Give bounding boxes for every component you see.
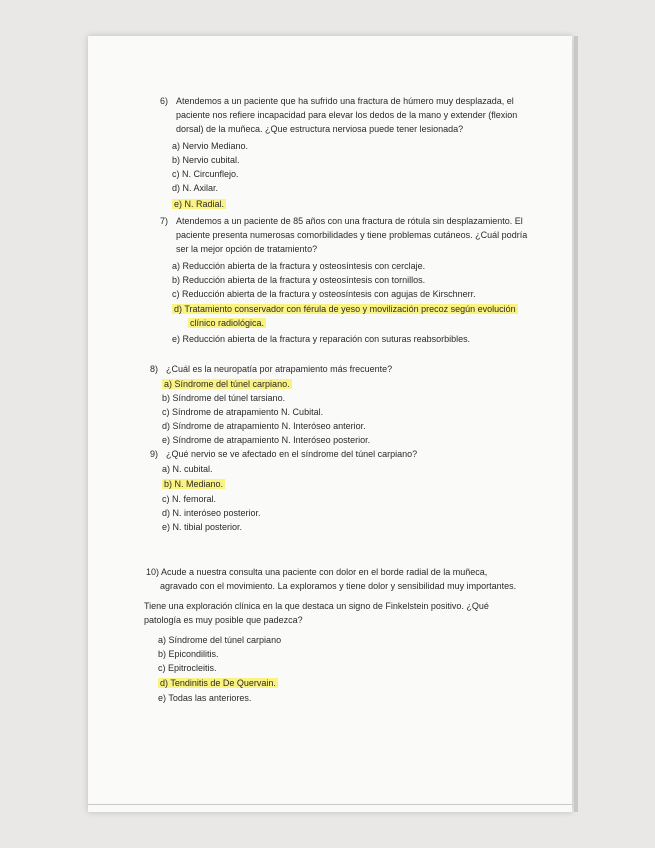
question-7: 7) Atendemos a un paciente de 85 años con una fractura de rótula sin desplazamiento. El: [160, 216, 523, 226]
question-8: 8) ¿Cuál es la neuropatía por atrapamiento más frecuente?: [150, 364, 393, 374]
question-10-line-4: patología es muy posible que padezca?: [144, 615, 303, 625]
highlight: d) Tratamiento conservador con férula de yeso y movilización precoz según evolución: [174, 304, 516, 314]
option-10c: c) Epitrocleitis.: [158, 663, 217, 673]
option-6d: d) N. Axilar.: [172, 183, 219, 193]
question-7-line-3: ser la mejor opción de tratamiento?: [176, 244, 318, 254]
question-6-line-3: dorsal) de la muñeca. ¿Que estructura nerviosa puede tener lesionada?: [176, 124, 464, 134]
question-6-line-2: paciente nos refiere incapacidad para elevar los dedos de la mano y extender (flexion: [176, 110, 518, 120]
question-10-line-3: Tiene una exploración clínica en la que destaca un signo de Finkelstein positivo. ¿Qué: [144, 601, 489, 611]
highlight: a) Síndrome del túnel carpiano.: [164, 379, 290, 389]
option-7b: b) Reducción abierta de la fractura y osteosíntesis con tornillos.: [172, 275, 426, 285]
option-9b-selected: [162, 477, 225, 491]
option-6a: a) Nervio Mediano.: [172, 141, 249, 151]
option-7a: a) Reducción abierta de la fractura y osteosíntesis con cerclaje.: [172, 261, 426, 271]
option-8d: d) Síndrome de atrapamiento N. Interóseo anterior.: [162, 421, 366, 431]
option-7d-selected: [172, 302, 518, 316]
exam-page: [88, 36, 572, 812]
option-7d-continued: [188, 316, 266, 330]
option-10b: b) Epicondilitis.: [158, 649, 219, 659]
question-6: 6) Atendemos a un paciente que ha sufrido una fractura de húmero muy desplazada, el: [160, 96, 514, 106]
question-10-line-2: agravado con el movimiento. La exploramos y tiene dolor y sensibilidad muy importantes.: [160, 581, 517, 591]
option-8b: b) Síndrome del túnel tarsiano.: [162, 393, 286, 403]
question-7-line-2: paciente presenta numerosas comorbilidades y tiene problemas cutáneos. ¿Cuál podría: [176, 230, 528, 240]
option-9e: e) N. tibial posterior.: [162, 522, 243, 532]
option-10e: e) Todas las anteriores.: [158, 693, 252, 703]
option-8a-selected: [162, 377, 292, 391]
question-10: 10) Acude a nuestra consulta una paciente con dolor en el borde radial de la muñeca,: [146, 567, 488, 577]
highlight: b) N. Mediano.: [164, 479, 224, 489]
page-bottom-rule: [88, 804, 572, 805]
option-9d: d) N. interóseo posterior.: [162, 508, 261, 518]
option-6c: c) N. Circunflejo.: [172, 169, 239, 179]
option-6e-selected: [172, 197, 226, 211]
option-9c: c) N. femoral.: [162, 494, 217, 504]
option-10d-selected: [158, 676, 278, 690]
option-8c: c) Síndrome de atrapamiento N. Cubital.: [162, 407, 324, 417]
option-7c: c) Reducción abierta de la fractura y osteosíntesis con agujas de Kirschnerr.: [172, 289, 476, 299]
option-9a: a) N. cubital.: [162, 464, 213, 474]
highlight: d) Tendinitis de De Quervain.: [160, 678, 276, 688]
option-7e: e) Reducción abierta de la fractura y reparación con suturas reabsorbibles.: [172, 334, 471, 344]
highlight: clínico radiológica.: [190, 318, 265, 328]
highlight: e) N. Radial.: [174, 199, 225, 209]
option-10a: a) Síndrome del túnel carpiano: [158, 635, 282, 645]
page-edge: [574, 36, 578, 812]
option-8e: e) Síndrome de atrapamiento N. Interóseo posterior.: [162, 435, 371, 445]
question-9: 9) ¿Qué nervio se ve afectado en el síndrome del túnel carpiano?: [150, 449, 418, 459]
option-6b: b) Nervio cubital.: [172, 155, 240, 165]
